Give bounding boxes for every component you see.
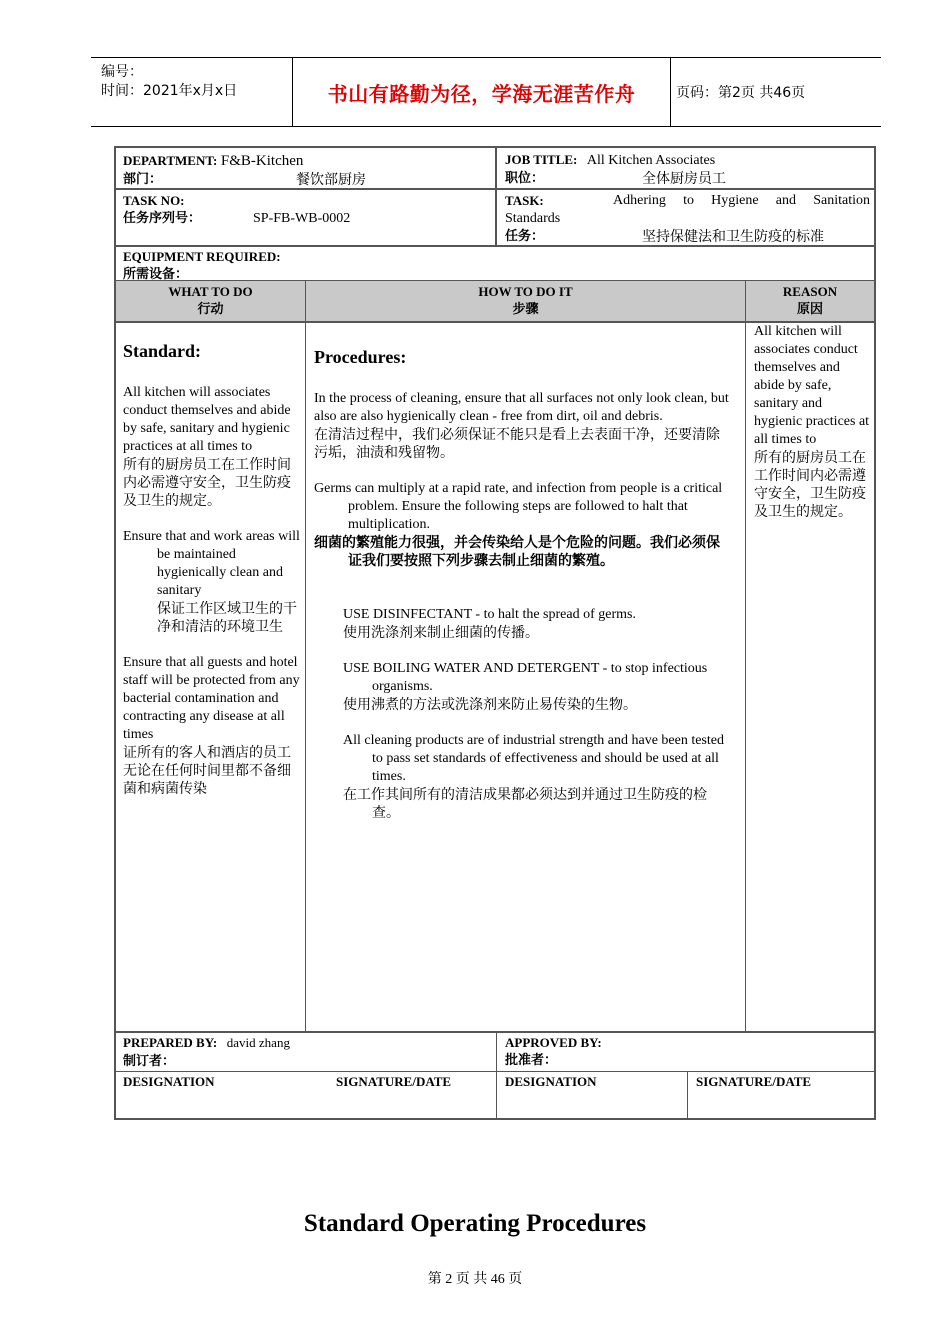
prepared-by-cn-label: 制订者： [123, 1054, 176, 1069]
col-divider [495, 148, 497, 245]
task-cell [505, 192, 870, 246]
col-divider [687, 1071, 688, 1118]
col-what-label: WHAT TO DO [168, 284, 253, 299]
job-title-value: All Kitchen Associates [586, 153, 716, 168]
document-time: 时间：2021年x月x日 [101, 83, 238, 99]
column-header-what [116, 283, 305, 319]
footer-page-number: 第 2 页 共 46 页 [427, 1272, 523, 1287]
standard-p3-en: Ensure that all guests and hotel staff will be protected from any bacterial contamination and contracting any disease at all times [123, 655, 300, 742]
col-what-cn-label: 行动 [197, 302, 224, 317]
document-number-label: 编号： [101, 64, 143, 80]
prepared-by-cell [123, 1034, 493, 1071]
procedures-p1-en: In the process of cleaning, ensure that all surfaces not only look clean, but also are also hygienically clean - free from dirt, oil and debris. [314, 391, 729, 424]
col-reason-cn-label: 原因 [796, 302, 823, 317]
task-cn-label: 任务： [505, 229, 545, 244]
col-reason-label: REASON [782, 284, 838, 299]
procedures-p3-en: USE DISINFECTANT - to halt the spread of germs. [343, 607, 636, 622]
equipment-cn-label: 所需设备： [123, 267, 189, 282]
standard-column [123, 342, 301, 798]
job-title-cn-label: 职位： [505, 171, 545, 186]
header-motto-cell [292, 58, 671, 126]
task-no-value: SP-FB-WB-0002 [253, 211, 351, 226]
col-how-label: HOW TO DO IT [478, 284, 573, 299]
standard-p3-cn: 证所有的客人和酒店的员工无论在任何时间里都不备细菌和病菌传染 [123, 745, 291, 797]
department-value: F&B-Kitchen [220, 153, 304, 169]
sop-form [114, 146, 876, 1120]
task-no-cell [123, 192, 493, 228]
standard-p1-cn: 所有的厨房员工在工作时间内必需遵守安全，卫生防疫及卫生的规定。 [123, 457, 291, 509]
procedures-p4-cn: 使用沸煮的方法或洗涤剂来防止易传染的生物。 [343, 697, 637, 713]
approved-by-cell [505, 1034, 870, 1070]
col-divider [745, 281, 746, 1031]
standard-title: Standard: [123, 341, 202, 361]
reason-en: All kitchen will associates conduct themselves and abide by safe, sanitary and hygienic practices at all times to [754, 324, 870, 447]
prepared-by-value: david zhang [226, 1035, 290, 1050]
col-how-cn-label: 步骤 [512, 302, 539, 317]
job-title-cell [505, 151, 870, 188]
designation-label-right: DESIGNATION [505, 1074, 597, 1089]
signature-label-left: SIGNATURE/DATE [336, 1074, 452, 1089]
task-no-cn-label: 任务序列号： [123, 211, 202, 226]
procedures-p2-cn: 细菌的繁殖能力很强，并会传染给人是个危险的问题。我们必须保证我们要按照下列步骤去制止细菌的繁殖。 [314, 535, 720, 569]
header-meta [91, 58, 291, 126]
prepared-by-label: PREPARED BY: [123, 1035, 218, 1050]
sop-title: Standard Operating Procedures [303, 1210, 647, 1237]
designation-label-left: DESIGNATION [123, 1074, 215, 1089]
header-motto: 书山有路勤为径，学海无涯苦作舟 [327, 81, 636, 106]
task-cn-value: 坚持保健法和卫生防疫的标准 [642, 229, 824, 245]
approved-by-label: APPROVED BY: [505, 1035, 602, 1050]
page-header [91, 57, 881, 127]
procedures-p2-en: Germs can multiply at a rapid rate, and infection from people is a critical problem. Ensure the following steps are followed to halt that multiplication. [314, 481, 723, 532]
header-page-cell [670, 58, 881, 126]
procedures-p5-cn: 在工作其间所有的清洁成果都必须达到并通过卫生防疫的检查。 [343, 787, 707, 821]
task-no-label: TASK NO: [123, 193, 185, 208]
col-divider [496, 1031, 497, 1118]
standard-p2-cn: 保证工作区域卫生的干净和清洁的环境卫生 [157, 601, 297, 635]
page-footer [0, 1268, 950, 1288]
column-header-how [306, 283, 745, 319]
department-cell [123, 152, 493, 189]
reason-cn: 所有的厨房员工在工作时间内必需遵守安全，卫生防疫及卫生的规定。 [754, 450, 866, 520]
procedures-p4-en: USE BOILING WATER AND DETERGENT - to stop infectious organisms. [343, 661, 708, 694]
column-header-reason [746, 283, 874, 319]
procedures-p3-cn: 使用洗涤剂来制止细菌的传播。 [343, 625, 539, 641]
procedures-p5-en: All cleaning products are of industrial strength and have been tested to pass set standards of effectiveness and should be used at all times. [343, 733, 724, 784]
header-page-code: 页码：第2页 共46页 [676, 85, 806, 101]
task-value: Adhering to Hygiene and Sanitation Standards [505, 193, 870, 226]
row-divider [116, 1071, 874, 1072]
department-cn-value: 餐饮部厨房 [296, 172, 366, 188]
col-divider [305, 281, 306, 1031]
equipment-cell [123, 248, 863, 284]
job-title-cn-value: 全体厨房员工 [642, 171, 726, 187]
task-label: TASK: [505, 193, 544, 208]
reason-column [754, 323, 870, 521]
signature-label-right: SIGNATURE/DATE [696, 1074, 812, 1089]
procedures-title: Procedures: [314, 347, 407, 367]
department-label: DEPARTMENT: [123, 153, 218, 168]
standard-p1-en: All kitchen will associates conduct themselves and abide by safe, sanitary and hygienic practices at all times to [123, 385, 291, 454]
procedures-p1-cn: 在清洁过程中，我们必须保证不能只是看上去表面干净，还要清除污垢，油渍和残留物。 [314, 427, 720, 461]
row-divider [116, 1031, 874, 1033]
equipment-label: EQUIPMENT REQUIRED: [123, 249, 281, 264]
procedures-column [314, 348, 732, 822]
department-cn-label: 部门： [123, 172, 163, 187]
standard-p2-en: Ensure that and work areas will be maintained hygienically clean and sanitary [123, 529, 300, 598]
approved-by-cn-label: 批准者： [505, 1053, 558, 1068]
job-title-label: JOB TITLE: [505, 152, 578, 167]
